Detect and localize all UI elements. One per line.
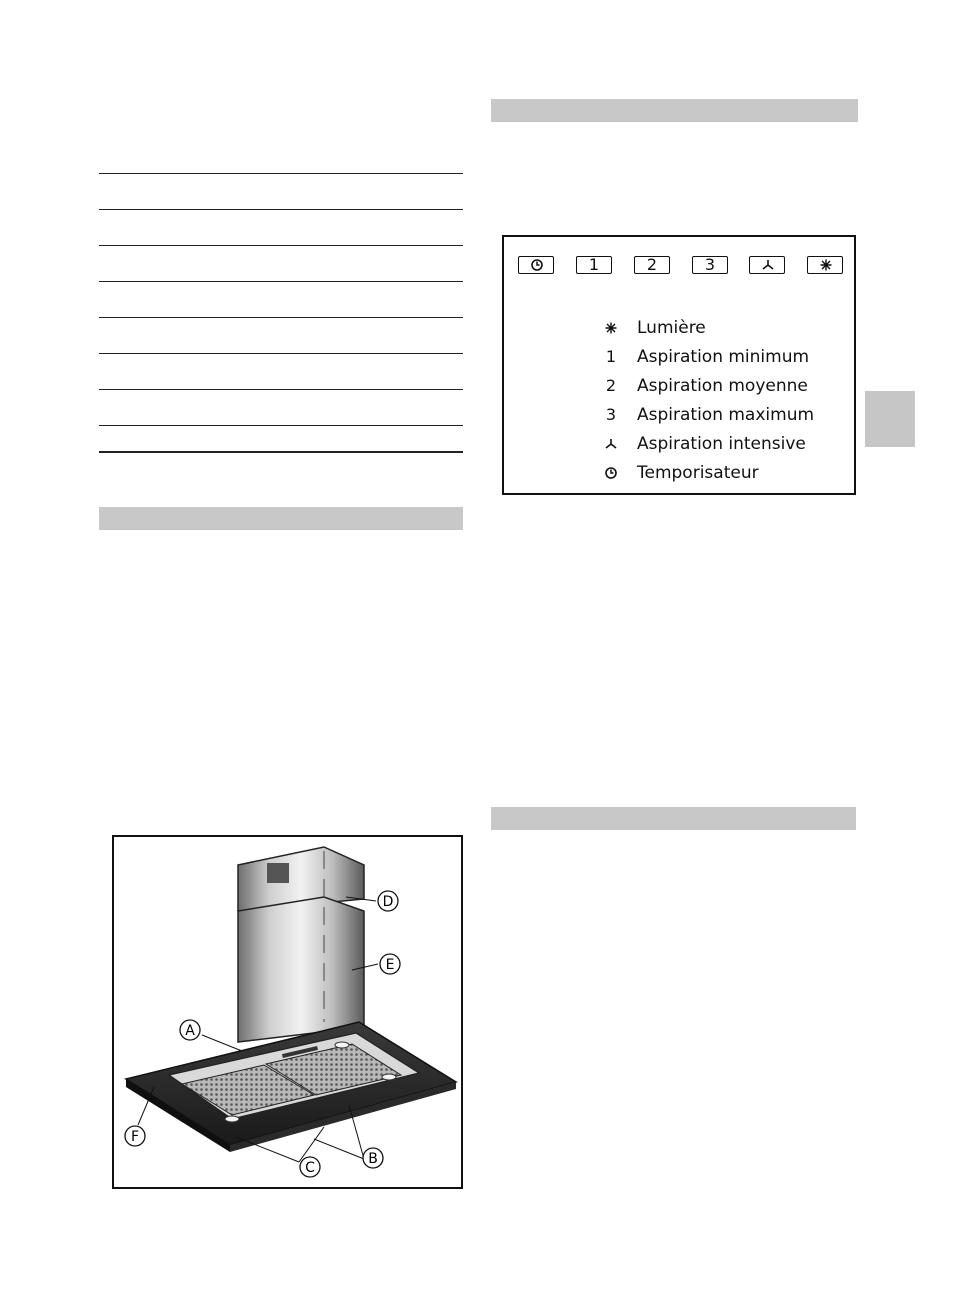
hood-drawing	[114, 837, 461, 1187]
callout-b: B	[368, 1151, 378, 1167]
fan-icon	[761, 258, 775, 272]
legend-text: Lumière	[637, 318, 706, 338]
light-key[interactable]	[807, 256, 843, 274]
legend-text: Aspiration minimum	[637, 347, 810, 367]
chapter-tab	[865, 391, 915, 447]
fan-icon	[604, 437, 618, 451]
control-panel-diagram	[502, 235, 856, 495]
table-rule	[99, 209, 463, 210]
table-rule	[99, 317, 463, 318]
hood-illustration	[112, 835, 463, 1189]
table-rule	[99, 425, 463, 426]
legend-text: Aspiration moyenne	[637, 376, 808, 396]
table-rule	[99, 173, 463, 174]
legend-symbol: 2	[605, 376, 617, 395]
clock-icon	[530, 258, 544, 272]
halogen-light	[225, 1116, 239, 1122]
section-bar-left	[99, 507, 463, 530]
halogen-light	[335, 1042, 349, 1048]
clock-icon	[604, 466, 618, 480]
speed-1-key[interactable]	[576, 256, 612, 274]
key-label: 2	[646, 255, 658, 274]
legend-text: Temporisateur	[637, 463, 759, 483]
table-rule	[99, 281, 463, 282]
speed-3-key[interactable]	[692, 256, 728, 274]
table-rule-bottom	[99, 451, 463, 453]
legend-text: Aspiration intensive	[637, 434, 806, 454]
light-icon	[819, 258, 833, 272]
table-rule	[99, 245, 463, 246]
key-label: 1	[588, 255, 600, 274]
intensive-key[interactable]	[749, 256, 785, 274]
callout-d: D	[382, 894, 394, 910]
table-rule	[99, 389, 463, 390]
section-bar-top-right	[491, 99, 858, 122]
section-bar-bottom-right	[491, 807, 856, 830]
halogen-light	[382, 1074, 396, 1080]
legend-text: Aspiration maximum	[637, 405, 815, 425]
key-label: 3	[704, 255, 716, 274]
vent-grille	[267, 863, 289, 883]
legend-symbol: 1	[605, 347, 617, 366]
lower-chimney	[238, 897, 364, 1042]
callout-c: C	[305, 1160, 315, 1176]
legend-symbol: 3	[605, 405, 617, 424]
light-icon	[604, 321, 618, 335]
callout-a: A	[185, 1023, 195, 1039]
speed-2-key[interactable]	[634, 256, 670, 274]
callout-f: F	[130, 1129, 140, 1145]
table-rule	[99, 353, 463, 354]
timer-key[interactable]	[518, 256, 554, 274]
callout-e: E	[385, 957, 395, 973]
